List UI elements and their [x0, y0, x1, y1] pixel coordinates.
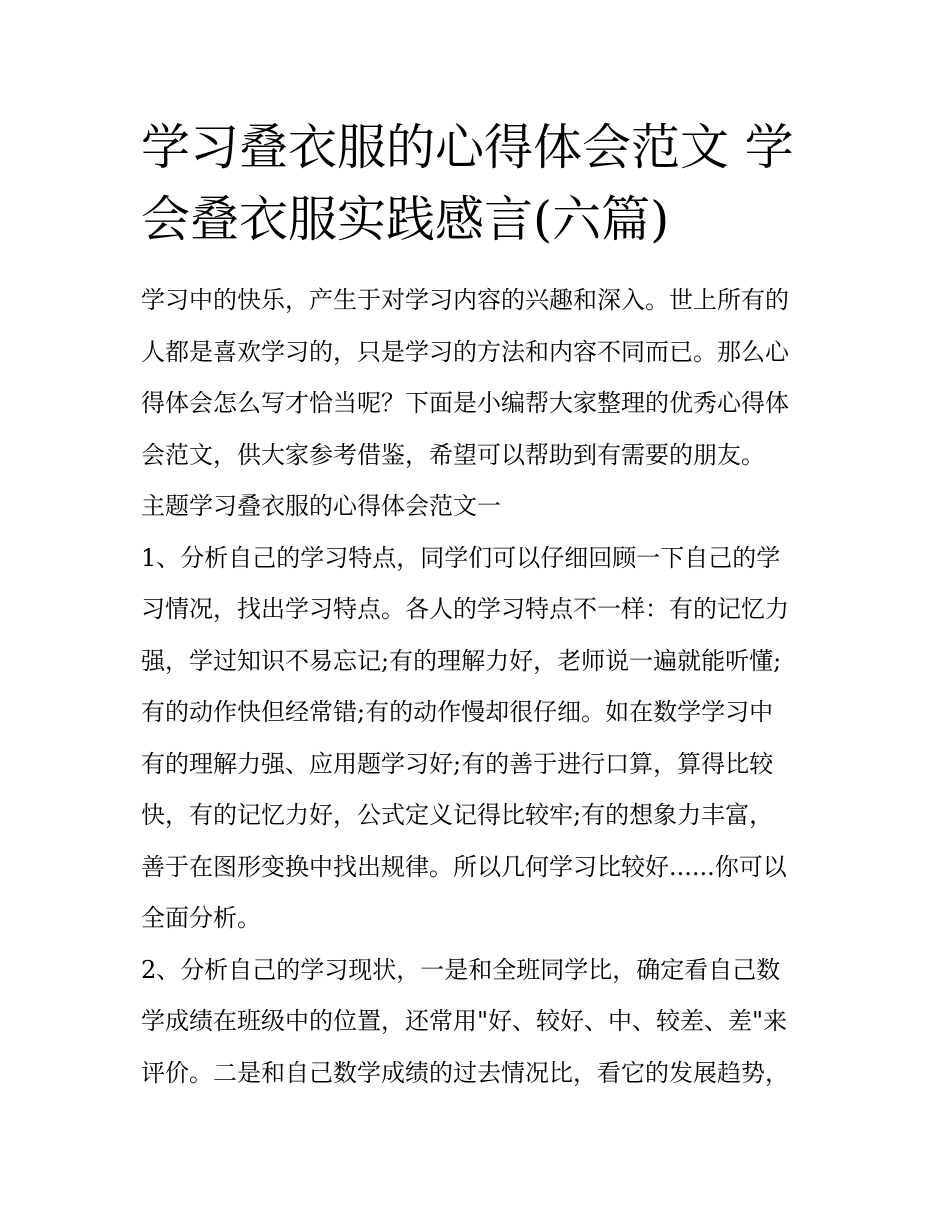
text-line: 快，有的记忆力好，公式定义记得比较牢;有的想象力丰富，	[141, 801, 774, 829]
text-line: 全面分析。	[141, 904, 261, 932]
text-line: 评价。二是和自己数学成绩的过去情况比，看它的发展趋势，	[141, 1058, 789, 1087]
document-body	[141, 275, 821, 1099]
text-line: 学成绩在班级中的位置，还常用"好、较好、中、较差、差"来	[141, 1007, 788, 1035]
text-line: 习情况，找出学习特点。各人的学习特点不一样：有的记忆力	[141, 595, 789, 623]
title-line: 学习叠衣服的心得体会范文 学	[141, 119, 794, 176]
section-heading: 主题学习叠衣服的心得体会范文一	[141, 492, 501, 520]
text-line: 善于在图形变换中找出规律。所以几何学习比较好......你可以	[141, 852, 787, 881]
document-title	[141, 112, 821, 256]
text-line: 会范文，供大家参考借鉴，希望可以帮助到有需要的朋友。	[141, 440, 765, 469]
text-line: 强，学过知识不易忘记;有的理解力好，老师说一遍就能听懂;	[141, 646, 782, 675]
text-line: 人都是喜欢学习的，只是学习的方法和内容不同而已。那么心	[141, 337, 789, 366]
text-line: 得体会怎么写才恰当呢？下面是小编帮大家整理的优秀心得体	[141, 389, 789, 417]
title-line: 会叠衣服实践感言(六篇)	[141, 191, 670, 248]
text-line: 2、分析自己的学习现状，一是和全班同学比，确定看自己数	[141, 955, 781, 984]
text-line: 1、分析自己的学习特点，同学们可以仔细回顾一下自己的学	[141, 543, 781, 572]
text-line: 有的动作快但经常错;有的动作慢却很仔细。如在数学学习中	[141, 698, 774, 726]
text-line: 学习中的快乐，产生于对学习内容的兴趣和深入。世上所有的	[141, 286, 789, 314]
text-line: 有的理解力强、应用题学习好;有的善于进行口算，算得比较	[141, 749, 774, 778]
